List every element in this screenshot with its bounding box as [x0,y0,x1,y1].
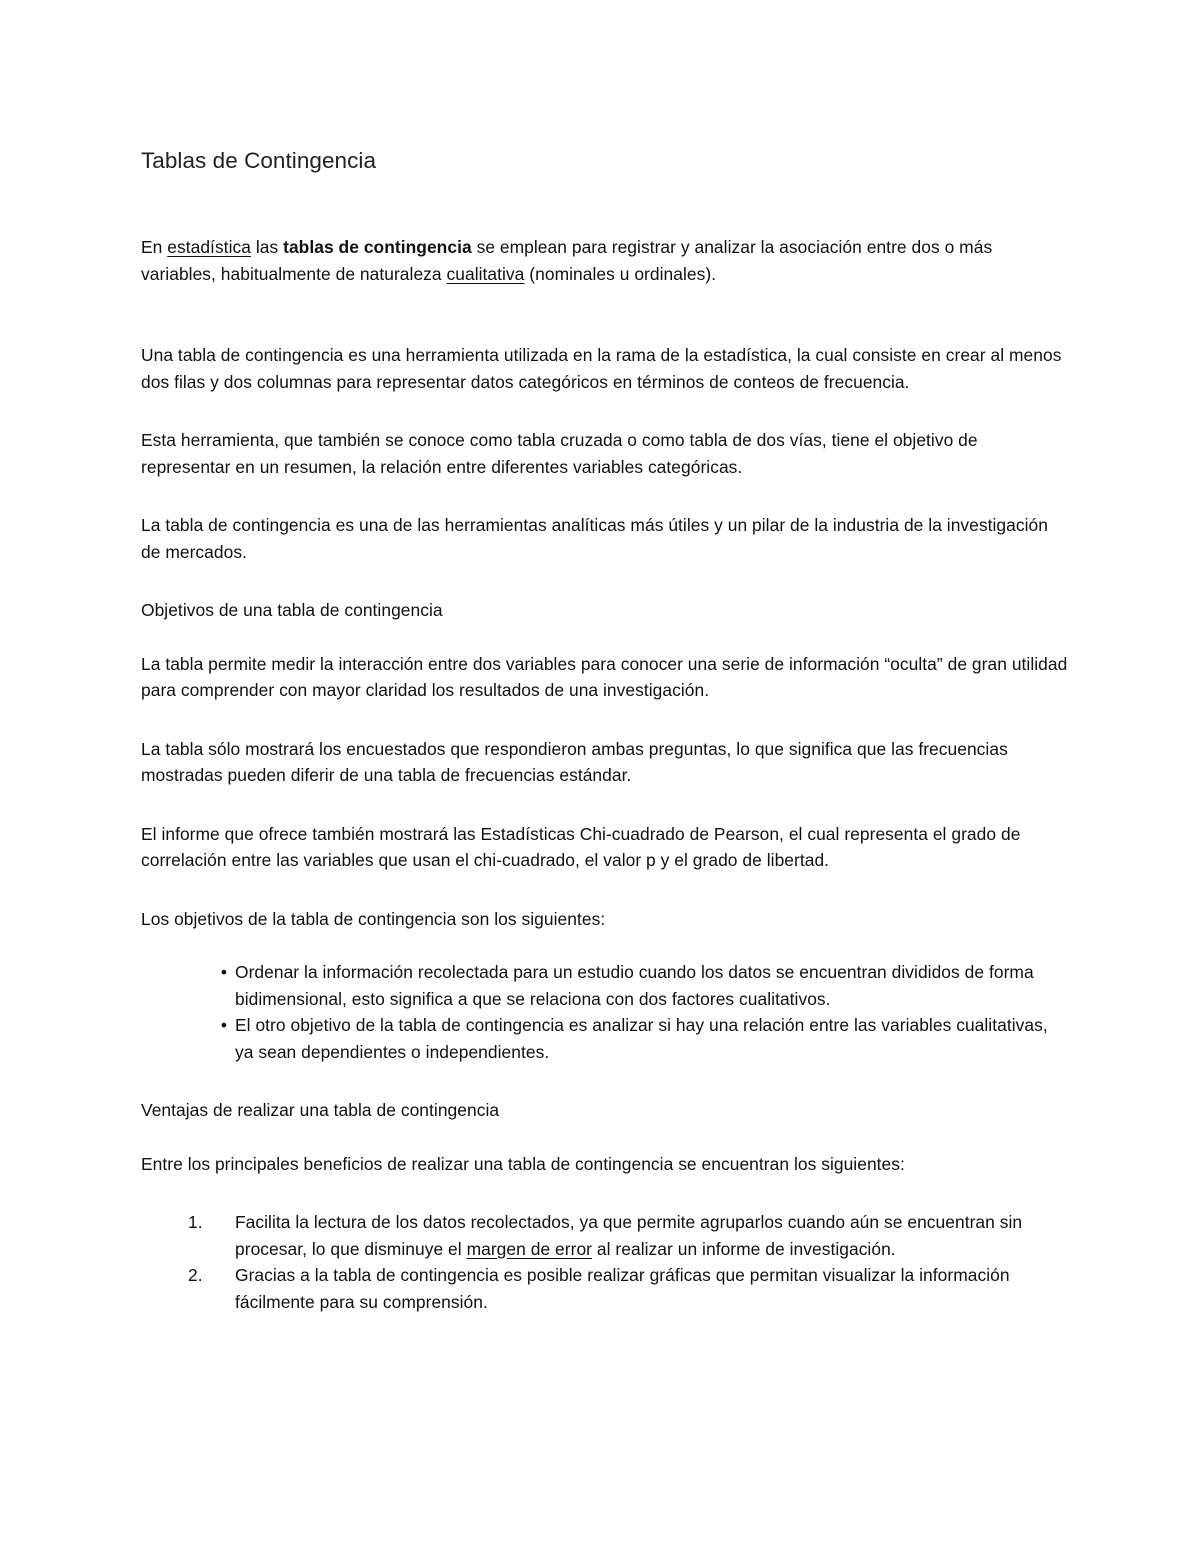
list-item [141,1012,1071,1065]
document-title: Tablas de Contingencia [141,148,377,173]
heading-ventajas: Ventajas de realizar una tabla de contingencia [141,1100,500,1120]
item-text-pre: Facilita la lectura de los datos recolectados, ya que permite agruparlos cuando aún se encuentran sin procesar, lo que disminuye el [235,1212,1023,1259]
paragraph-ventajas-intro: Entre los principales beneficios de realizar una tabla de contingencia se encuentran los siguientes: [141,1153,905,1174]
objetivos-bullet-list [141,959,1071,1065]
bullet-text: El otro objetivo de la tabla de contingencia es analizar si hay una relación entre las variables cualitativas, ya sean dependientes o independientes. [235,1015,1048,1062]
intro-bold-term: tablas de contingencia [283,237,472,257]
bullet-text: Ordenar la información recolectada para un estudio cuando los datos se encuentran divididos de forma bidimensional, esto significa a que se relaciona con dos factores cualitativos. [235,962,1034,1009]
paragraph-definicion: Una tabla de contingencia es una herramienta utilizada en la rama de la estadística, la cual consiste en crear al menos dos filas y dos columnas para representar datos categóricos en términos de conteos de frecuencia. [141,345,1062,392]
list-item [141,1209,1071,1262]
paragraph-tabla-cruzada: Esta herramienta, que también se conoce como tabla cruzada o como tabla de dos vías, tiene el objetivo de representar en un resumen, la relación entre diferentes variables categóricas. [141,430,978,477]
item-text-post: al realizar un informe de investigación. [592,1238,896,1259]
link-cualitativa[interactable]: cualitativa [446,263,525,284]
paragraph-interaccion: La tabla permite medir la interacción entre dos variables para conocer una serie de información “oculta” de gran utilidad para comprender con mayor claridad los resultados de una investigación. [141,653,1068,700]
link-estadistica[interactable]: estadística [167,237,251,257]
item-text: Gracias a la tabla de contingencia es posible realizar gráficas que permitan visualizar la información fácilmente para su comprensión. [235,1265,1010,1312]
document-body [141,146,1071,1315]
paragraph-chi-cuadrado: El informe que ofrece también mostrará las Estadísticas Chi-cuadrado de Pearson, el cual representa el grado de correlación entre las variables que usan el chi-cuadrado, el valor p y el grado de libertad. [141,823,1021,870]
list-number: 1. [188,1212,203,1232]
paragraph-objetivos-intro: Los objetivos de la tabla de contingencia son los siguientes: [141,908,606,929]
bullet-icon: • [220,1015,228,1035]
intro-text-mid2: se emplean para registrar y analizar la asociación entre dos o más variables, habitualmente de naturaleza [141,237,993,284]
ventajas-numbered-list [141,1209,1071,1315]
bullet-icon: • [220,962,228,982]
list-item [141,959,1071,1012]
list-number: 2. [188,1265,203,1285]
intro-text-post: (nominales u ordinales). [524,263,717,284]
paragraph-encuestados: La tabla sólo mostrará los encuestados que respondieron ambas preguntas, lo que significa que las frecuencias mostradas pueden diferir de una tabla de frecuencias estándar. [141,738,1008,785]
intro-text-mid1: las [250,237,284,257]
intro-paragraph [141,234,1071,287]
paragraph-herramienta-util: La tabla de contingencia es una de las herramientas analíticas más útiles y un pilar de la industria de la investigación de mercados. [141,515,1048,562]
heading-objetivos: Objetivos de una tabla de contingencia [141,600,443,620]
list-item [141,1262,1071,1315]
link-margen-de-error[interactable]: margen de error [466,1238,593,1259]
intro-text-pre: En [141,237,168,257]
